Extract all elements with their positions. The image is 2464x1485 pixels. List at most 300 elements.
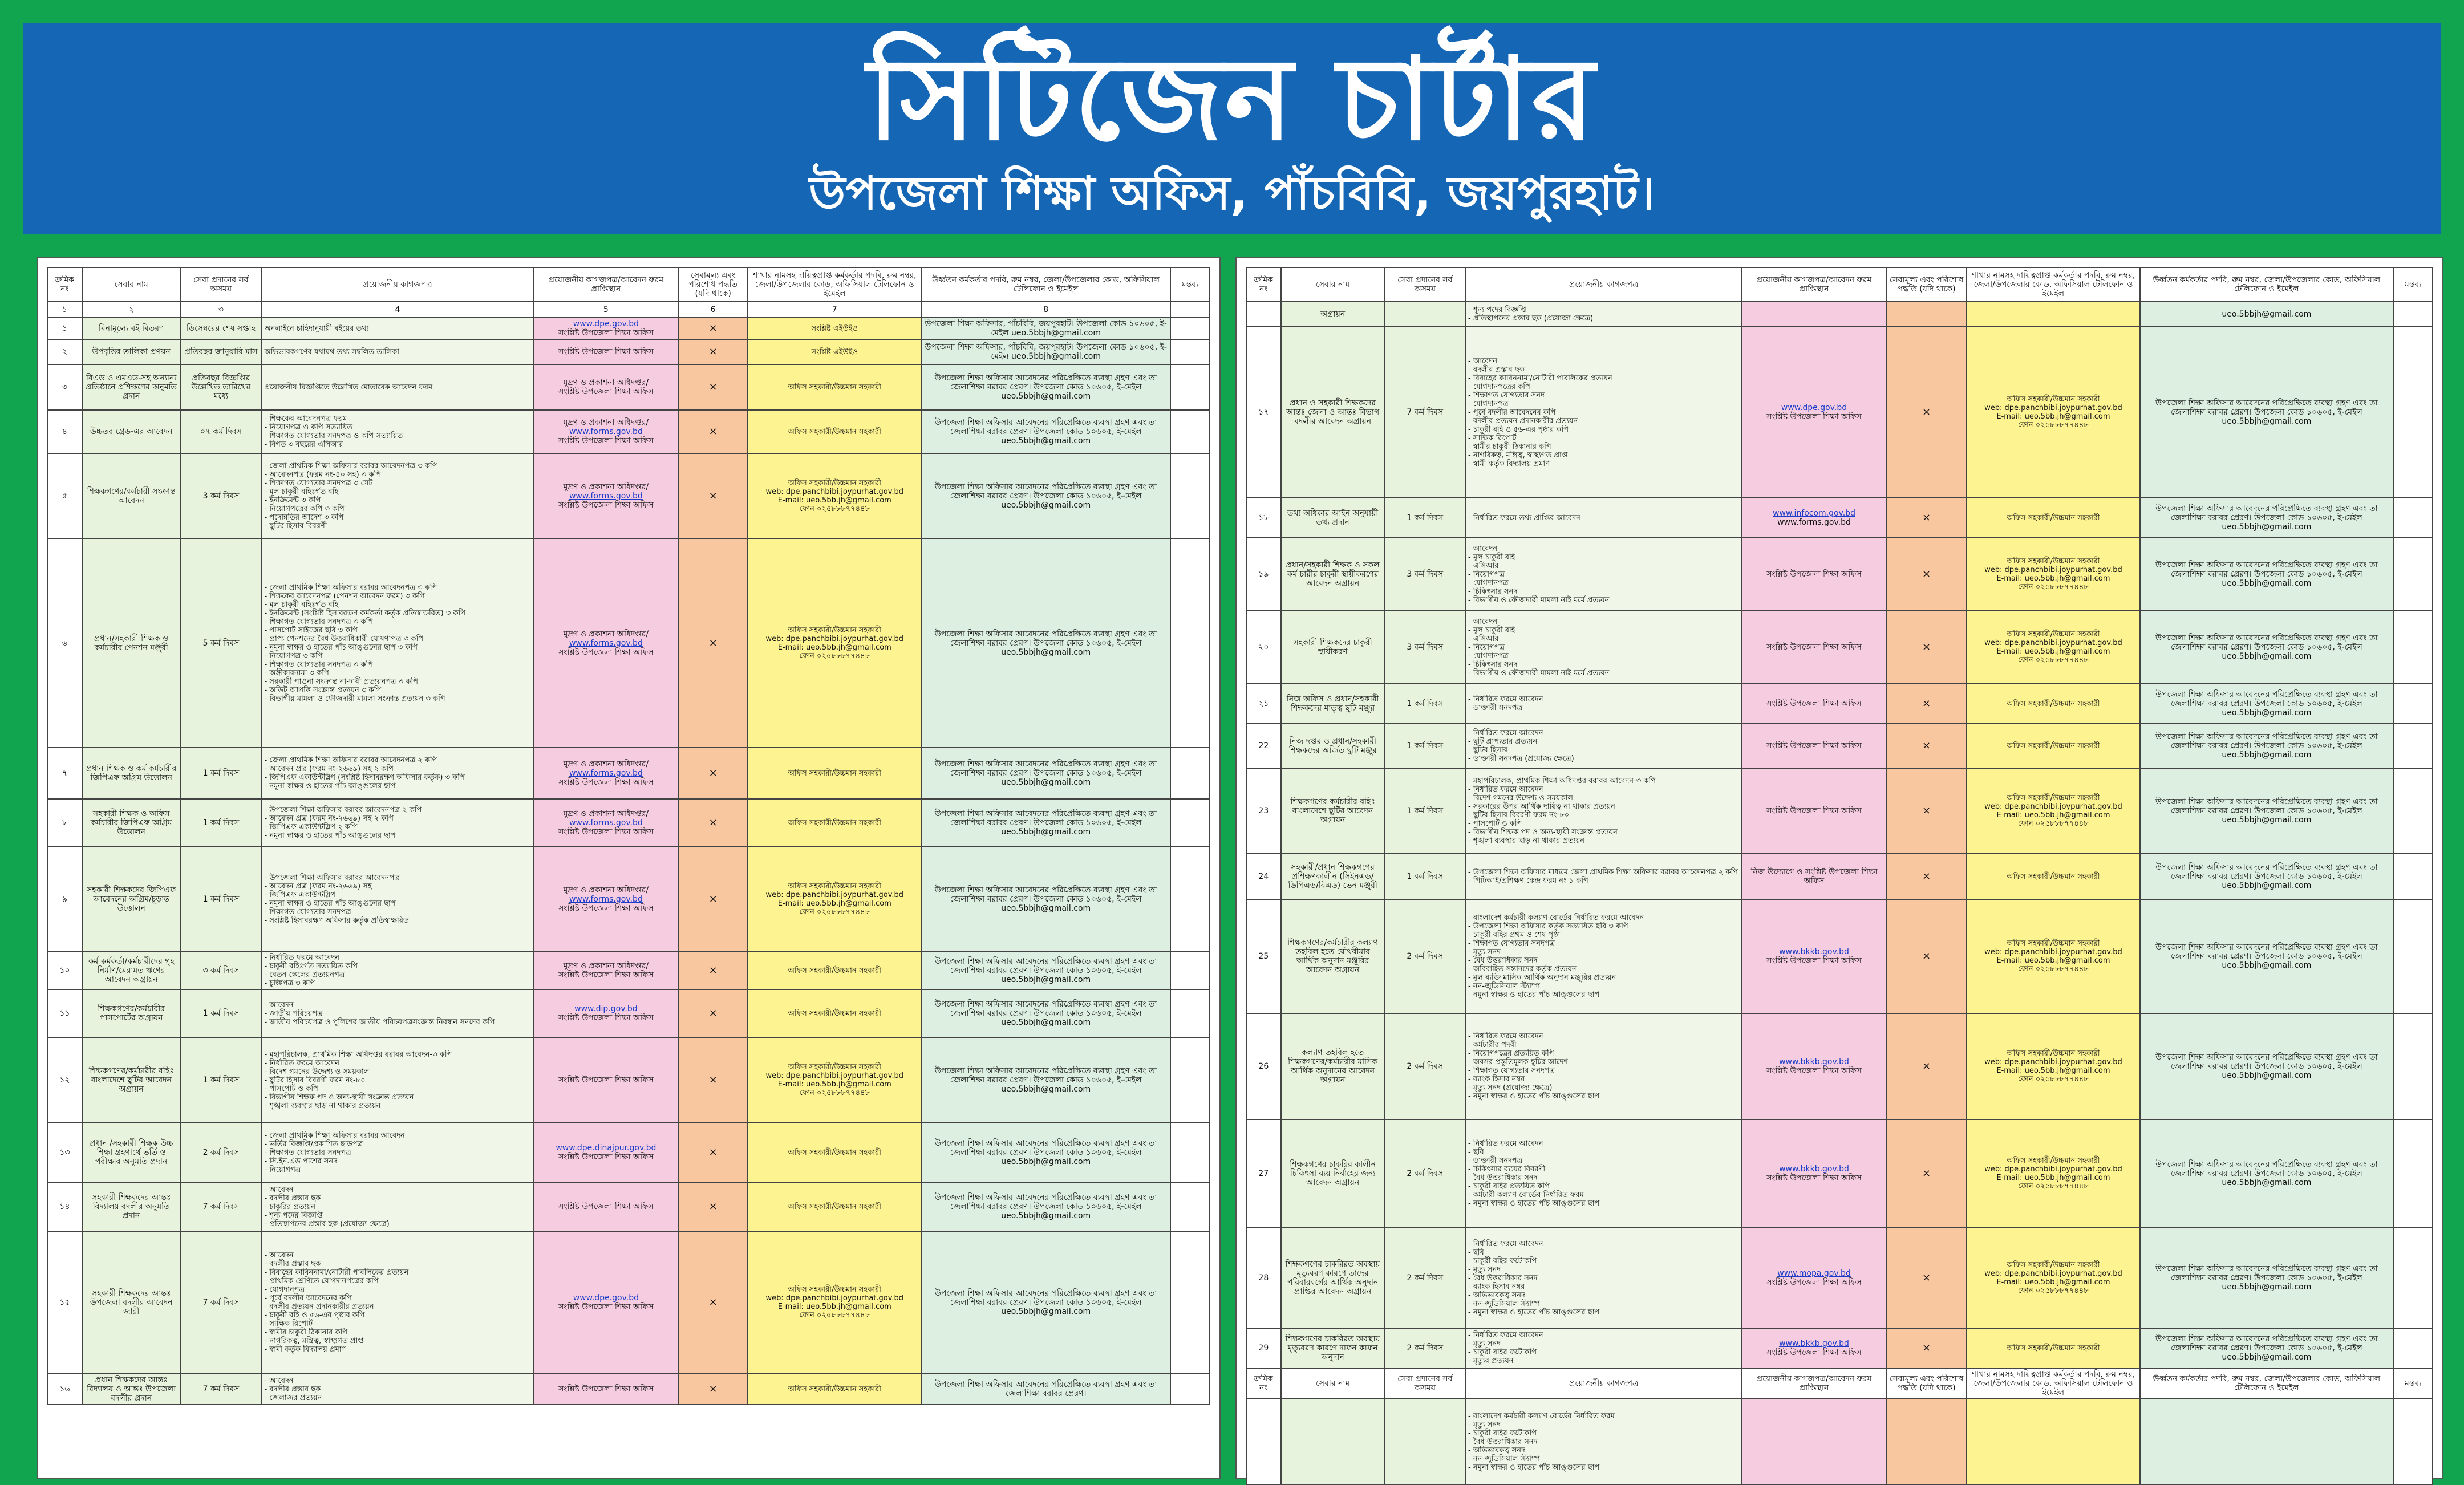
superior-officer-cell: উপজেলা শিক্ষা অফিসার আবেদনের পরিপ্রেক্ষিতে ব্যবস্থা গ্রহণ এবং তা জেলাশিক্ষা বরাবর প্রেরণ। উপজেলা কোড ১০৬০৫, ই-মেইল ueo.5bbjh@gmail.com — [922, 799, 1170, 847]
service-time-cell: 3 কর্ম দিবস — [1385, 538, 1465, 611]
table-row — [47, 453, 1210, 539]
service-name-cell: প্রধান/সহকারী শিক্ষক ও সকল কর্ম চারীর চাকুরী স্থায়ীকরণের আবেদন অগ্রায়ন — [1281, 538, 1385, 611]
serial-cell: 22 — [1246, 724, 1281, 768]
form-source-link[interactable]: www.infocom.gov.bd — [1773, 509, 1855, 518]
form-source-office: সংশ্লিষ্ট উপজেলা শিক্ষা অফিস — [1766, 699, 1862, 708]
table-row — [47, 318, 1210, 339]
table-row — [47, 539, 1210, 748]
form-source-cell — [534, 410, 679, 453]
required-docs-cell: অভিভাবকগণের যথাযথ তথ্য সম্বলিত তালিকা — [262, 339, 534, 364]
serial-cell: ২০ — [1246, 611, 1281, 684]
service-time-cell: 3 কর্ম দিবস — [1385, 611, 1465, 684]
serial-cell: 29 — [1246, 1328, 1281, 1368]
form-source-office: সংশ্লিষ্ট উপজেলা শিক্ষা অফিস — [1766, 1066, 1862, 1076]
officer-cell: অফিস সহকারী/উচ্চমান সহকারী web: dpe.panchbibi.joypurhat.gov.bd E-mail: ueo.5bb.jh@gmail.com ফোন ০২৫৮৮৮৭৭৪৪৮ — [1967, 611, 2139, 684]
index-cell: 8 — [922, 302, 1170, 318]
officer-cell: সংশ্লিষ্ট এইউইও — [748, 339, 921, 364]
serial-cell: ১৭ — [1246, 327, 1281, 498]
charter-table-left — [37, 257, 1221, 1479]
table-row — [47, 1182, 1210, 1231]
officer-cell: অফিস সহকারী/উচ্চমান সহকারী — [1967, 724, 2139, 768]
remarks-cell — [2393, 498, 2433, 538]
service-time-cell: 2 কর্ম দিবস — [1385, 1228, 1465, 1328]
officer-cell: সংশ্লিষ্ট এইউইও — [748, 318, 921, 339]
remarks-cell — [2393, 724, 2433, 768]
service-name-cell: কর্ম কর্মকর্তা/কর্মচারীদের গৃহ নির্মাণ/মেরামত ঋণের আবেদন অগ্রায়ন — [82, 952, 181, 989]
table-row — [1246, 498, 2433, 538]
required-docs-cell: - আবেদন - বদলীর প্রস্তাব ছক - বিবাহের কাবিননামা/নোটারী পাবলিকের প্রত্যয়ন - যোগদানপত্রের কপি - শিক্ষাগত যোগ্যতার সনদ - যোগদানপত্র - পূর্বে বদলীর আবেদনের কপি - বদলীর প্রত্যয়ন প্রদানকারীর প্রত্যয়ন - চাকুরী বহি ও ৫৬-এর পৃষ্ঠার কপি - সাক্ষিক রিপোর্ট - স্বামীর চাকুরী ঠিকানার কপি - নাগরিকত্ব, মন্ত্রিত্ব, স্বাস্থ্যগত প্রাপ্ত - স্বামী কর্তৃক বিদ্যালয় প্রমাণ — [1465, 327, 1742, 498]
form-source-link[interactable]: www.forms.gov.bd — [569, 769, 643, 778]
service-name-cell: প্রধান শিক্ষকদের আন্তঃ বিদ্যালয় ও আন্তঃ উপজেলা বদলীর প্রদান — [82, 1374, 181, 1405]
table-row — [1246, 611, 2433, 684]
form-source-link[interactable]: www.dpe.gov.bd — [573, 1293, 639, 1303]
service-time-cell: 1 কর্ম দিবস — [180, 799, 261, 847]
remarks-cell — [2393, 611, 2433, 684]
serial-cell: ৪ — [47, 410, 82, 453]
form-source-office: সংশ্লিষ্ট উপজেলা শিক্ষা অফিস — [558, 904, 654, 913]
service-name-cell: নিজ অফিস ও প্রধান/সহকারী শিক্ষকদের মাতৃত্ব ছুটি মঞ্জুর — [1281, 684, 1385, 724]
superior-officer-cell: উপজেলা শিক্ষা অফিসার আবেদনের পরিপ্রেক্ষিতে ব্যবস্থা গ্রহণ এবং তা জেলাশিক্ষা বরাবর প্রেরণ। উপজেলা কোড ১০৬০৫, ই-মেইল ueo.5bbjh@gmail.com — [922, 847, 1170, 952]
form-source-cell — [534, 339, 679, 364]
fee-cell: × — [678, 539, 748, 748]
form-source-text: মুদ্রণ ও প্রকাশনা অধিদপ্তর/ — [563, 760, 649, 769]
form-source-office: সংশ্লিষ্ট উপজেলা শিক্ষা অফিস — [558, 1202, 654, 1211]
form-source-link[interactable]: www.forms.gov.bd — [569, 427, 643, 436]
form-source-office: সংশ্লিষ্ট উপজেলা শিক্ষা অফিস — [558, 648, 654, 657]
fee-cell: × — [1886, 611, 1967, 684]
officer-cell: অফিস সহকারী/উচ্চমান সহকারী — [1967, 1328, 2139, 1368]
form-source-cell — [1742, 724, 1886, 768]
officer-cell: অফিস সহকারী/উচ্চমান সহকারী — [748, 989, 921, 1037]
required-docs-cell: - জেলা প্রাথমিক শিক্ষা অফিসার বরাবর আবেদনপত্র ৩ কপি - আবেদনপত্র (ফরম নং-৪০ সহ) ৩ কপি - শিক্ষাগত যোগ্যতার সনদপত্র ৩ সেট - মূল চাকুরী বহিঃর্গত বহি - ইনক্রিমেন্ট ৩ কপি - নিয়োগপত্রের কপি ৩ কপি - পদোন্নতির আদেশ ৩ কপি - ছুটির হিসাব বিবরণী — [262, 453, 534, 539]
fee-cell: × — [1886, 1119, 1967, 1228]
form-source-cell — [1742, 498, 1886, 538]
officer-cell: অফিস সহকারী/উচ্চমান সহকারী web: dpe.panchbibi.joypurhat.gov.bd E-mail: ueo.5bb.jh@gmail.com ফোন ০২৫৮৮৮৭৭৪৪৮ — [1967, 327, 2139, 498]
form-source-link[interactable]: www.mopa.gov.bd — [1777, 1269, 1851, 1278]
serial-cell: ১১ — [47, 989, 82, 1037]
remarks-cell — [2393, 538, 2433, 611]
form-source-cell — [534, 1037, 679, 1123]
column-header: উর্ধ্বতন কর্মকর্তার পদবি, রুম নম্বর, জেলা/উপজেলার কোড, অফিসিয়াল টেলিফোন ও ইমেইল — [2140, 1368, 2394, 1399]
remarks-cell — [1170, 989, 1210, 1037]
superior-officer-cell: উপজেলা শিক্ষা অফিসার আবেদনের পরিপ্রেক্ষিতে ব্যবস্থা গ্রহণ এবং তা জেলাশিক্ষা বরাবর প্রেরণ। উপজেলা কোড ১০৬০৫, ই-মেইল ueo.5bbjh@gmail.com — [2140, 684, 2394, 724]
superior-officer-cell: উপজেলা শিক্ষা অফিসার আবেদনের পরিপ্রেক্ষিতে ব্যবস্থা গ্রহণ এবং তা জেলাশিক্ষা বরাবর প্রেরণ। উপজেলা কোড ১০৬০৫, ই-মেইল ueo.5bbjh@gmail.com — [922, 1037, 1170, 1123]
form-source-cell — [534, 318, 679, 339]
form-source-text: মুদ্রণ ও প্রকাশনা অধিদপ্তর/ — [563, 809, 649, 818]
required-docs-cell: - নির্ধারিত ফরমে আবেদন - চাকুরী বহিঃর্গত সত্যায়িত কপি - বেতন স্কেলের প্রত্যয়নপত্র - চুক্তিপত্র ৩ কপি — [262, 952, 534, 989]
form-source-link[interactable]: www.bkkb.gov.bd — [1779, 1057, 1849, 1066]
service-name-cell: শিক্ষকগণের চাকরির কালীন চিকিৎসা ব্যয় নির্বাহের জন্য আবেদন অগ্রায়ন — [1281, 1119, 1385, 1228]
service-time-cell: ৩ কর্ম দিবস — [180, 952, 261, 989]
officer-cell: অফিস সহকারী/উচ্চমান সহকারী — [748, 410, 921, 453]
service-time-cell: 1 কর্ম দিবস — [180, 847, 261, 952]
serial-cell: ১৬ — [47, 1374, 82, 1405]
form-source-office: সংশ্লিষ্ট উপজেলা শিক্ষা অফিস — [1766, 1278, 1862, 1287]
fee-cell: × — [678, 453, 748, 539]
serial-cell: ৫ — [47, 453, 82, 539]
serial-cell: ২১ — [1246, 684, 1281, 724]
fee-cell: × — [1886, 1228, 1967, 1328]
superior-officer-cell: উপজেলা শিক্ষা অফিসার আবেদনের পরিপ্রেক্ষিতে ব্যবস্থা গ্রহণ এবং তা জেলাশিক্ষা বরাবর প্রেরণ। উপজেলা কোড ১০৬০৫, ই-মেইল ueo.5bbjh@gmail.com — [2140, 611, 2394, 684]
superior-officer-cell: উপজেলা শিক্ষা অফিসার আবেদনের পরিপ্রেক্ষিতে ব্যবস্থা গ্রহণ এবং তা জেলাশিক্ষা বরাবর প্রেরণ। উপজেলা কোড ১০৬০৫, ই-মেইল ueo.5bbjh@gmail.com — [2140, 854, 2394, 899]
required-docs-cell: - আবেদন - জাতীয় পরিচয়পত্র - জাতীয় পরিচয়পত্র ও পুলিশের জাতীয় পরিচয়পত্রসংক্রান্ত নিবন্ধন সনদের কপি — [262, 989, 534, 1037]
table-row — [1246, 854, 2433, 899]
header-banner — [23, 23, 2441, 234]
form-source-cell — [534, 799, 679, 847]
office-subtitle: উপজেলা শিক্ষা অফিস, পাঁচবিবি, জয়পুরহাট। — [809, 167, 1655, 221]
column-header: মন্তব্য — [2393, 267, 2433, 302]
form-source-text: মুদ্রণ ও প্রকাশনা অধিদপ্তর/ — [563, 418, 649, 427]
service-time-cell: 2 কর্ম দিবস — [1385, 1328, 1465, 1368]
table-row — [1246, 1119, 2433, 1228]
officer-cell: অফিস সহকারী/উচ্চমান সহকারী — [748, 1374, 921, 1405]
form-source-text: মুদ্রণ ও প্রকাশনা অধিদপ্তর/ — [563, 630, 649, 639]
service-time-cell: ০৭ কর্ম দিবস — [180, 410, 261, 453]
serial-cell: 24 — [1246, 854, 1281, 899]
required-docs-cell: - মহাপরিচালক, প্রাথমিক শিক্ষা অধিদপ্তর বরাবর আবেদন-৩ কপি - নির্ধারিত ফরমে আবেদন - বিদেশ গমনের উদ্দেশ্য ও সময়কাল - সরকারের উপর আর্থিক দায়িত্ব না থাকার প্রত্যয়ন - ছুটির হিসাব বিবরণী ফরম নং-৮০ - পাসপোর্ট ও কপি - বিভাগীয় শিক্ষক পদ ও অন্য-স্থায়ী সংক্রান্ত প্রত্যয়ন - শৃঙ্খলা ব্যবস্থার ছাড় না থাকার প্রত্যয়ন — [1465, 768, 1742, 854]
serial-cell: ৬ — [47, 539, 82, 748]
charter-table-right — [1235, 257, 2443, 1479]
service-time-cell — [1385, 302, 1465, 327]
remarks-cell — [2393, 684, 2433, 724]
service-name-cell: প্রধান /সহকারী শিক্ষক উচ্চ শিক্ষা গ্রহণার্থে ভর্তি ও পরীক্ষার অনুমতি প্রদান — [82, 1123, 181, 1182]
index-row — [47, 302, 1210, 318]
index-cell: 4 — [262, 302, 534, 318]
fee-cell: × — [1886, 899, 1967, 1013]
form-source-office: সংশ্লিষ্ট উপজেলা শিক্ষা অফিস — [558, 1303, 654, 1312]
column-header: সেবার নাম — [82, 267, 181, 302]
empty-cell — [1281, 1399, 1385, 1484]
service-name-cell: শিক্ষকগণের চাকরিরত অবস্থায় মৃত্যুবরণ কারণে তাদের পরিবারবর্গের আর্থিক অনুদান প্রাপ্তির আবেদন অগ্রায়ন — [1281, 1228, 1385, 1328]
form-source-cell — [534, 1182, 679, 1231]
service-time-cell: 7 কর্ম দিবস — [180, 1182, 261, 1231]
form-source-link[interactable]: www.bkkb.gov.bd — [1779, 1165, 1849, 1174]
form-source-office: সংশ্লিষ্ট উপজেলা শিক্ষা অফিস — [558, 827, 654, 837]
column-header: সেবামূল্য এবং পরিশোধ পদ্ধতি (যদি থাকে) — [1886, 267, 1967, 302]
table-row — [1246, 1228, 2433, 1328]
serial-cell: ১৫ — [47, 1231, 82, 1374]
form-source-office: সংশ্লিষ্ট উপজেলা শিক্ষা অফিস — [558, 387, 654, 396]
service-name-cell: শিক্ষকগণের/কর্মচারীর পাসপোর্টের অগ্রায়ন — [82, 989, 181, 1037]
required-docs-cell: - আবেদন - বদলীর প্রস্তাব ছক - বিবাহের কাবিননামা/নোটারী পাবলিকের প্রত্যয়ন - প্রাথমিক শ্রেণিতে যোগদানপত্রের কপি - যোগদানপত্র - পূর্বে বদলীর আবেদনের কপি - বদলীর প্রত্যয়ন প্রদানকারীর প্রত্যয়ন - চাকুরী বহি ও ৫৬-এর পৃষ্ঠার কপি - সাক্ষিক রিপোর্ট - স্বামীর চাকুরী ঠিকানার কপি - নাগরিকত্ব, মন্ত্রিত্ব, স্বাস্থ্যগত প্রাপ্ত - স্বামী কর্তৃক বিদ্যালয় প্রমাণ — [262, 1231, 534, 1374]
serial-cell: ১০ — [47, 952, 82, 989]
form-source-cell — [534, 453, 679, 539]
service-name-cell: সহকারী শিক্ষক ও অফিস কর্মচারীর জিপিএফ অগ্রিম উত্তোলন — [82, 799, 181, 847]
service-name-cell: শিক্ষকগণের/কর্মচারীর বহিঃ বাংলাদেশে ছুটির আবেদন অগ্রায়ন — [82, 1037, 181, 1123]
service-table — [1246, 267, 2433, 1485]
index-cell: 7 — [748, 302, 921, 318]
fee-cell: × — [678, 1374, 748, 1405]
column-header: প্রয়োজনীয় কাগজপত্র/আবেদন ফরম প্রাপ্তিস্থান — [534, 267, 679, 302]
table-row — [1246, 1399, 2433, 1484]
form-source-cell — [1742, 1399, 1886, 1484]
required-docs-cell: - জেলা প্রাথমিক শিক্ষা অফিসার বরাবর আবেদনপত্র ৩ কপি - শিক্ষকের আবেদনপত্র (পেনশন আবেদন ফরম) ৩ কপি - মূল চাকুরী বহিঃর্গত বহি - ইনক্রিমেন্ট (সংশ্লিষ্ট হিসাবরক্ষণ কর্মকর্তা কর্তৃক প্রতিস্বাক্ষরিত) ৩ কপি - শিক্ষাগত যোগ্যতার সনদপত্র ৩ কপি - পাসপোর্ট সাইজের ছবি ৩ কপি - প্রাপ্য পেনশনের বৈধ উত্তরাধিকারী ঘোষণাপত্র ৩ কপি - নমুনা স্বাক্ষর ও হাতের পাঁচ আঙ্গুলের ছাপ ৩ কপি - নিয়োগপত্র ৩ কপি - শিক্ষাগত যোগ্যতার সনদপত্র ৩ কপি - অঙ্গীকারনামা ৩ কপি - সরকারী পাওনা সংক্রান্ত না-দাবী প্রত্যয়নপত্র ৩ কপি - অডিট আপত্তি সংক্রান্ত প্রত্যয়ন ৩ কপি - বিভাগীয় মামলা ও ফৌজদারী মামলা সংক্রান্ত প্রত্যয়ন ৩ কপি — [262, 539, 534, 748]
form-source-link[interactable]: www.forms.gov.bd — [569, 492, 643, 501]
form-source-text: মুদ্রণ ও প্রকাশনা অধিদপ্তর/ — [563, 961, 649, 971]
officer-cell: অফিস সহকারী/উচ্চমান সহকারী web: dpe.panchbibi.joypurhat.gov.bd E-mail: ueo.5bb.jh@gmail.com ফোন ০২৫৮৮৮৭৭৪৪৮ — [1967, 1228, 2139, 1328]
officer-cell: অফিস সহকারী/উচ্চমান সহকারী web: dpe.panchbibi.joypurhat.gov.bd E-mail: ueo.5bb.jh@gmail.com ফোন ০২৫৮৮৮৭৭৪৪৮ — [748, 1231, 921, 1374]
table-row — [47, 847, 1210, 952]
fee-cell: × — [678, 364, 748, 410]
service-name-cell: সহকারী শিক্ষকদের জিপিএফ আবেদনের অগ্রিম/চূড়ান্ত উত্তোলন — [82, 847, 181, 952]
fee-cell: × — [678, 799, 748, 847]
column-header: শাখার নামসহ দায়িত্বপ্রাপ্ত কর্মকর্তার পদবি, রুম নম্বর, জেলা/উপজেলার কোড, অফিসিয়াল টেলিফোন ও ইমেইল — [748, 267, 921, 302]
form-source-cell — [1742, 1328, 1886, 1368]
form-source-office: সংশ্লিষ্ট উপজেলা শিক্ষা অফিস — [1766, 1348, 1862, 1357]
remarks-cell — [1170, 539, 1210, 748]
remarks-cell — [1170, 453, 1210, 539]
service-name-cell: শিক্ষকগণের/কর্মচারী সংক্রান্ত আবেদন — [82, 453, 181, 539]
superior-officer-cell: উপজেলা শিক্ষা অফিসার, পাঁচবিবি, জয়পুরহাট। উপজেলা কোড ১০৬০৫, ই-মেইল ueo.5bbjh@gmail.com — [922, 339, 1170, 364]
service-time-cell: 1 কর্ম দিবস — [180, 989, 261, 1037]
column-header: প্রয়োজনীয় কাগজপত্র — [1465, 1368, 1742, 1399]
service-time-cell: প্রতিবছর বিজ্ঞপ্তির উল্লেখিত তারিখের মধ্যে — [180, 364, 261, 410]
officer-cell: অফিস সহকারী/উচ্চমান সহকারী web: dpe.panchbibi.joypurhat.gov.bd E-mail: ueo.5bb.jh@gmail.com ফোন ০২৫৮৮৮৭৭৪৪৮ — [1967, 899, 2139, 1013]
officer-cell: অফিস সহকারী/উচ্চমান সহকারী — [1967, 854, 2139, 899]
service-name-cell: নিজ দপ্তর ও প্রধান/সহকারী শিক্ষকদের অর্জিত ছুটি মঞ্জুর — [1281, 724, 1385, 768]
column-header: শাখার নামসহ দায়িত্বপ্রাপ্ত কর্মকর্তার পদবি, রুম নম্বর, জেলা/উপজেলার কোড, অফিসিয়াল টেলিফোন ও ইমেইল — [1967, 1368, 2139, 1399]
fee-cell: × — [1886, 498, 1967, 538]
form-source-office: সংশ্লিষ্ট উপজেলা শিক্ষা অফিস — [1766, 741, 1862, 750]
form-source-office: www.forms.gov.bd — [1777, 518, 1851, 527]
form-source-office: সংশ্লিষ্ট উপজেলা শিক্ষা অফিস — [558, 347, 654, 356]
officer-cell: অফিস সহকারী/উচ্চমান সহকারী — [748, 952, 921, 989]
remarks-cell — [1170, 847, 1210, 952]
table-row — [47, 1231, 1210, 1374]
form-source-office: সংশ্লিষ্ট উপজেলা শিক্ষা অফিস — [1766, 412, 1862, 421]
officer-cell: অফিস সহকারী/উচ্চমান সহকারী web: dpe.panchbibi.joypurhat.gov.bd E-mail: ueo.5bb.jh@gmail.com ফোন ০২৫৮৮৮৭৭৪৪৮ — [748, 539, 921, 748]
superior-officer-cell: উপজেলা শিক্ষা অফিসার আবেদনের পরিপ্রেক্ষিতে ব্যবস্থা গ্রহণ এবং তা জেলাশিক্ষা বরাবর প্রেরণ। উপজেলা কোড ১০৬০৫, ই-মেইল ueo.5bbjh@gmail.com — [922, 1123, 1170, 1182]
empty-cell — [1385, 1399, 1465, 1484]
table-row — [47, 339, 1210, 364]
index-cell: 5 — [534, 302, 679, 318]
form-source-link[interactable]: www.dpe.gov.bd — [573, 319, 639, 328]
superior-officer-cell: উপজেলা শিক্ষা অফিসার আবেদনের পরিপ্রেক্ষিতে ব্যবস্থা গ্রহণ এবং তা জেলাশিক্ষা বরাবর প্রেরণ। উপজেলা কোড ১০৬০৫, ই-মেইল ueo.5bbjh@gmail.com — [922, 539, 1170, 748]
service-name-cell: শিক্ষকগণের/কর্মচারীর কল্যাণ তহবিল হতে যৌথবীমার আর্থিক অনুদান মঞ্জুরির আবেদন অগ্রায়ন — [1281, 899, 1385, 1013]
form-source-office: সংশ্লিষ্ট উপজেলা শিক্ষা অফিস — [558, 971, 654, 980]
form-source-office: সংশ্লিষ্ট উপজেলা শিক্ষা অফিস — [558, 1013, 654, 1023]
table-row — [1246, 684, 2433, 724]
remarks-cell — [2393, 768, 2433, 854]
fee-cell: × — [1886, 768, 1967, 854]
form-source-office: সংশ্লিষ্ট উপজেলা শিক্ষা অফিস — [1766, 1174, 1862, 1183]
remarks-cell — [1170, 318, 1210, 339]
column-header: সেবার নাম — [1281, 267, 1385, 302]
remarks-cell — [1170, 748, 1210, 799]
service-name-cell: অগ্রায়ন — [1281, 302, 1385, 327]
serial-cell: 26 — [1246, 1013, 1281, 1119]
serial-cell: ৩ — [47, 364, 82, 410]
serial-cell: ৮ — [47, 799, 82, 847]
remarks-cell — [1170, 1182, 1210, 1231]
column-header: উর্ধ্বতন কর্মকর্তার পদবি, রুম নম্বর, জেলা/উপজেলার কোড, অফিসিয়াল টেলিফোন ও ইমেইল — [922, 267, 1170, 302]
remarks-cell — [2393, 1013, 2433, 1119]
service-time-cell: 1 কর্ম দিবস — [1385, 854, 1465, 899]
fee-cell: × — [678, 1037, 748, 1123]
column-header: প্রয়োজনীয় কাগজপত্র — [1465, 267, 1742, 302]
officer-cell: অফিস সহকারী/উচ্চমান সহকারী web: dpe.panchbibi.joypurhat.gov.bd E-mail: ueo.5bb.jh@gmail.com ফোন ০২৫৮৮৮৭৭৪৪৮ — [748, 847, 921, 952]
service-name-cell: বিএড ও এমএড-সহ অন্যান্য প্রতিষ্ঠানে প্রশিক্ষণের অনুমতি প্রদান — [82, 364, 181, 410]
fee-cell — [1886, 1399, 1967, 1484]
form-source-office: সংশ্লিষ্ট উপজেলা শিক্ষা অফিস — [558, 328, 654, 338]
remarks-cell — [2393, 854, 2433, 899]
repeat-header-row — [1246, 1368, 2433, 1399]
service-time-cell: 1 কর্ম দিবস — [1385, 498, 1465, 538]
column-header: উর্ধ্বতন কর্মকর্তার পদবি, রুম নম্বর, জেলা/উপজেলার কোড, অফিসিয়াল টেলিফোন ও ইমেইল — [2140, 267, 2394, 302]
remarks-cell — [1170, 1374, 1210, 1405]
form-source-link[interactable]: www.dpe.gov.bd — [1781, 403, 1847, 412]
form-source-office: সংশ্লিষ্ট উপজেলা শিক্ষা অফিস — [1766, 806, 1862, 815]
required-docs-cell: - নির্ধারিত ফরমে আবেদন - ছবি - চাকুরী বহির ফটোকপি - মৃত্যু সনদ - বৈধ উত্তরাধিকার সনদ - ব্যাংক হিসাব নম্বর - অভিভাবকত্ব সনদ - নন-জুডিসিয়াল স্ট্যাম্প - নমুনা স্বাক্ষর ও হাতের পাঁচ আঙ্গুলের ছাপ — [1465, 1228, 1742, 1328]
fee-cell: × — [1886, 724, 1967, 768]
form-source-office: সংশ্লিষ্ট উপজেলা শিক্ষা অফিস — [558, 1153, 654, 1162]
service-time-cell: 2 কর্ম দিবস — [1385, 899, 1465, 1013]
form-source-cell — [534, 1123, 679, 1182]
empty-cell — [1246, 1399, 1281, 1484]
index-cell — [1170, 302, 1210, 318]
form-source-cell — [1742, 1013, 1886, 1119]
service-name-cell: সহকারী শিক্ষকদের চাকুরী স্থায়ীকরণ — [1281, 611, 1385, 684]
superior-officer-cell: উপজেলা শিক্ষা অফিসার আবেদনের পরিপ্রেক্ষিতে ব্যবস্থা গ্রহণ এবং তা জেলাশিক্ষা বরাবর প্রেরণ। উপজেলা কোড ১০৬০৫, ই-মেইল ueo.5bbjh@gmail.com — [922, 453, 1170, 539]
remarks-cell — [2393, 1399, 2433, 1484]
service-time-cell: 1 কর্ম দিবস — [180, 748, 261, 799]
service-time-cell: 1 কর্ম দিবস — [1385, 724, 1465, 768]
form-source-link[interactable]: www.dip.gov.bd — [574, 1004, 638, 1013]
service-name-cell: শিক্ষকগণের চাকরিরত অবস্থায় মৃত্যুবরণ কারণে দাফন কাফন অনুদান — [1281, 1328, 1385, 1368]
column-header: প্রয়োজনীয় কাগজপত্র — [262, 267, 534, 302]
index-cell: ২ — [82, 302, 181, 318]
fee-cell: × — [1886, 1328, 1967, 1368]
superior-officer-cell: উপজেলা শিক্ষা অফিসার আবেদনের পরিপ্রেক্ষিতে ব্যবস্থা গ্রহণ এবং তা জেলাশিক্ষা বরাবর প্রেরণ। উপজেলা কোড ১০৬০৫, ই-মেইল ueo.5bbjh@gmail.com — [2140, 538, 2394, 611]
form-source-office: সংশ্লিষ্ট উপজেলা শিক্ষা অফিস — [558, 778, 654, 787]
form-source-cell — [1742, 768, 1886, 854]
superior-officer-cell: উপজেলা শিক্ষা অফিসার আবেদনের পরিপ্রেক্ষিতে ব্যবস্থা গ্রহণ এবং তা জেলাশিক্ষা বরাবর প্রেরণ। — [922, 1374, 1170, 1405]
form-source-link[interactable]: www.bkkb.gov.bd — [1779, 947, 1849, 956]
required-docs-cell: প্রয়োজনীয় বিজ্ঞপ্তিতে উল্লেখিত মোতাবেক আবেদন ফরম — [262, 364, 534, 410]
table-row — [1246, 302, 2433, 327]
column-header: সেবা প্রদানের সর্ব অসময় — [1385, 267, 1465, 302]
form-source-link[interactable]: www.dpe.dinajpur.gov.bd — [556, 1143, 656, 1153]
required-docs-cell: - বাংলাদেশ কর্মচারী কল্যাণ বোর্ডের নির্ধারিত ফরম - মৃত্যু সনদ - চাকুরী বহির ফটোকপি - বৈধ উত্তরাধিকার সনদ - অভিভাবকত্ব সনদ - নন-জুডিসিয়াল স্ট্যাম্প - নমুনা স্বাক্ষর ও হাতের পাঁচ আঙ্গুলের ছাপ — [1465, 1399, 1742, 1484]
table-row — [47, 799, 1210, 847]
serial-cell: ১ — [47, 318, 82, 339]
fee-cell: × — [678, 748, 748, 799]
service-time-cell: 5 কর্ম দিবস — [180, 539, 261, 748]
remarks-cell — [2393, 327, 2433, 498]
form-source-link[interactable]: www.forms.gov.bd — [569, 895, 643, 904]
officer-cell: অফিস সহকারী/উচ্চমান সহকারী — [748, 364, 921, 410]
form-source-cell — [1742, 899, 1886, 1013]
remarks-cell — [1170, 364, 1210, 410]
column-header: ক্রমিক নং — [1246, 267, 1281, 302]
service-name-cell: প্রধান শিক্ষক ও কর্ম কর্মচারীর জিপিএফ অগ্রিম উত্তোলন — [82, 748, 181, 799]
form-source-link[interactable]: www.forms.gov.bd — [569, 639, 643, 648]
table-row — [47, 1123, 1210, 1182]
serial-cell: ৯ — [47, 847, 82, 952]
required-docs-cell: - উপজেলা শিক্ষা অফিসার বরাবর আবেদনপত্র ২ কপি - আবেদন প্রত্র (ফরম নং-২৬৬৯) সহ ২ কপি - জিপিএফ একাউন্টস্লিপ ২ কপি - নমুনা স্বাক্ষর ও হাতের পাঁচ আঙ্গুলের ছাপ — [262, 799, 534, 847]
fee-cell: × — [678, 1123, 748, 1182]
table-row — [1246, 768, 2433, 854]
remarks-cell — [2393, 302, 2433, 327]
service-name-cell: বিনামূল্যে বই বিতরণ — [82, 318, 181, 339]
required-docs-cell: - নির্ধারিত ফরমে তথ্য প্রাপ্তির আবেদন — [1465, 498, 1742, 538]
required-docs-cell: - শিক্ষকের আবেদনপত্র ফরম - নিয়োগপত্র ও কপি সত্যায়িত - শিক্ষাগত যোগ্যতার সনদপত্র ও কপি সত্যায়িত - বিগত ৩ বছরের এসিআর — [262, 410, 534, 453]
table-row — [1246, 538, 2433, 611]
service-name-cell: তথ্য অধিকার আইন অনুযায়ী তথ্য প্রদান — [1281, 498, 1385, 538]
service-time-cell: 2 কর্ম দিবস — [1385, 1013, 1465, 1119]
fee-cell: × — [678, 1182, 748, 1231]
required-docs-cell: - আবেদন - বদলীর প্রস্তাব ছক - চাকুরির প্রত্যয়ন - শূন্য পদের বিজ্ঞপ্তি - প্রতিস্থাপনের প্রস্তাব ছক (প্রযোজ্য ক্ষেত্রে) — [262, 1182, 534, 1231]
form-source-office: সংশ্লিষ্ট উপজেলা শিক্ষা অফিস — [558, 501, 654, 510]
remarks-cell — [2393, 899, 2433, 1013]
serial-cell: ১৩ — [47, 1123, 82, 1182]
superior-officer-cell: উপজেলা শিক্ষা অফিসার আবেদনের পরিপ্রেক্ষিতে ব্যবস্থা গ্রহণ এবং তা জেলাশিক্ষা বরাবর প্রেরণ। উপজেলা কোড ১০৬০৫, ই-মেইল ueo.5bbjh@gmail.com — [922, 989, 1170, 1037]
fee-cell: × — [678, 952, 748, 989]
service-name-cell: উপবৃত্তির তালিকা প্রণয়ন — [82, 339, 181, 364]
column-header: মন্তব্য — [1170, 267, 1210, 302]
required-docs-cell: - উপজেলা শিক্ষা অফিসার মাধ্যমে জেলা প্রাথমিক শিক্ষা অফিসার বরাবর আবেদনপত্র ২ কপি - পিটিআই/প্রশিক্ষণ কেন্দ্র ফরম নং ১ কপি — [1465, 854, 1742, 899]
service-name-cell: উচ্চতর গ্রেড-এর আবেদন — [82, 410, 181, 453]
officer-cell: অফিস সহকারী/উচ্চমান সহকারী — [1967, 684, 2139, 724]
serial-cell: 23 — [1246, 768, 1281, 854]
form-source-cell — [534, 364, 679, 410]
required-docs-cell: - নির্ধারিত ফরমে আবেদন - কর্মচারীর পদবী - নিয়োগপত্রের প্রত্যয়িত কপি - অবসর প্রস্তুতিমূলক ছুটির আদেশ - শিক্ষাগত যোগ্যতার সনদপত্র - ব্যাংক হিসাব নম্বর - মৃত্যু সনদ (প্রযোজ্য ক্ষেত্রে) - নমুনা স্বাক্ষর ও হাতের পাঁচ আঙ্গুলের ছাপ — [1465, 1013, 1742, 1119]
service-name-cell: সহকারী/প্রধান শিক্ষকগণের প্রশিক্ষণকালীন (সিইনএড/ডিপিএড/বিএড) ভেন মঞ্জুরী — [1281, 854, 1385, 899]
service-time-cell: 1 কর্ম দিবস — [1385, 768, 1465, 854]
table-row — [1246, 1328, 2433, 1368]
service-time-cell: 2 কর্ম দিবস — [180, 1123, 261, 1182]
table-row — [47, 364, 1210, 410]
fee-cell: × — [1886, 854, 1967, 899]
required-docs-cell: - শূন্য পদের বিজ্ঞপ্তি - প্রতিস্থাপনের প্রস্তাব ছক (প্রযোজ্য ক্ষেত্রে) — [1465, 302, 1742, 327]
officer-cell: অফিস সহকারী/উচ্চমান সহকারী web: dpe.panchbibi.joypurhat.gov.bd E-mail: ueo.5bb.jh@gmail.com ফোন ০২৫৮৮৮৭৭৪৪৮ — [1967, 768, 2139, 854]
superior-officer-cell: উপজেলা শিক্ষা অফিসার, পাঁচবিবি, জয়পুরহাট। উপজেলা কোড ১০৬০৫, ই-মেইল ueo.5bbjh@gmail.com — [922, 318, 1170, 339]
service-name-cell: সহকারী শিক্ষকদের আন্তঃ বিদ্যালয় বদলীর অনুমতি প্রদান — [82, 1182, 181, 1231]
service-time-cell: 3 কর্ম দিবস — [180, 453, 261, 539]
superior-officer-cell: উপজেলা শিক্ষা অফিসার আবেদনের পরিপ্রেক্ষিতে ব্যবস্থা গ্রহণ এবং তা জেলাশিক্ষা বরাবর প্রেরণ। উপজেলা কোড ১০৬০৫, ই-মেইল ueo.5bbjh@gmail.com — [922, 1231, 1170, 1374]
form-source-cell — [1742, 1119, 1886, 1228]
fee-cell: × — [678, 318, 748, 339]
form-source-link[interactable]: www.bkkb.gov.bd — [1779, 1339, 1849, 1348]
officer-cell — [1967, 302, 2139, 327]
table-row — [1246, 327, 2433, 498]
superior-officer-cell: উপজেলা শিক্ষা অফিসার আবেদনের পরিপ্রেক্ষিতে ব্যবস্থা গ্রহণ এবং তা জেলাশিক্ষা বরাবর প্রেরণ। উপজেলা কোড ১০৬০৫, ই-মেইল ueo.5bbjh@gmail.com — [922, 1182, 1170, 1231]
service-table — [47, 267, 1210, 1405]
form-source-cell — [534, 989, 679, 1037]
form-source-office: সংশ্লিষ্ট উপজেলা শিক্ষা অফিস — [1766, 570, 1862, 579]
form-source-link[interactable]: www.forms.gov.bd — [569, 818, 643, 827]
required-docs-cell: - নির্ধারিত ফরমে আবেদন - মৃত্যু সনদ - চাকুরী বহির ফটোকপি - মৃত্যুর প্রত্যয়ন — [1465, 1328, 1742, 1368]
remarks-cell — [1170, 339, 1210, 364]
fee-cell: × — [678, 989, 748, 1037]
superior-officer-cell: উপজেলা শিক্ষা অফিসার আবেদনের পরিপ্রেক্ষিতে ব্যবস্থা গ্রহণ এবং তা জেলাশিক্ষা বরাবর প্রেরণ। উপজেলা কোড ১০৬০৫, ই-মেইল ueo.5bbjh@gmail.com — [2140, 724, 2394, 768]
serial-cell: ১২ — [47, 1037, 82, 1123]
service-time-cell: প্রতিবছর জানুয়ারি মাস — [180, 339, 261, 364]
remarks-cell — [2393, 1328, 2433, 1368]
remarks-cell — [1170, 1037, 1210, 1123]
index-cell: 6 — [678, 302, 748, 318]
form-source-cell — [1742, 1228, 1886, 1328]
serial-cell: ৭ — [47, 748, 82, 799]
form-source-text: মুদ্রণ ও প্রকাশনা অধিদপ্তর/ — [563, 886, 649, 895]
officer-cell: অফিস সহকারী/উচ্চমান সহকারী — [748, 799, 921, 847]
fee-cell: × — [1886, 327, 1967, 498]
required-docs-cell: - জেলা প্রাথমিক শিক্ষা অফিসার বরাবর আবেদন - ভর্তির বিজ্ঞপ্তি/প্রকাশিত ছাড়পত্র - শিক্ষাগত যোগ্যতার সনদপত্র - সি.ইন.এড পাশের সনদ - নিয়োগপত্র — [262, 1123, 534, 1182]
fee-cell — [1886, 302, 1967, 327]
form-source-text: মুদ্রণ ও প্রকাশনা অধিদপ্তর/ — [563, 378, 649, 387]
officer-cell: অফিস সহকারী/উচ্চমান সহকারী web: dpe.panchbibi.joypurhat.gov.bd E-mail: ueo.5bb.jh@gmail.com ফোন ০২৫৮৮৮৭৭৪৪৮ — [1967, 1119, 2139, 1228]
fee-cell: × — [678, 1231, 748, 1374]
